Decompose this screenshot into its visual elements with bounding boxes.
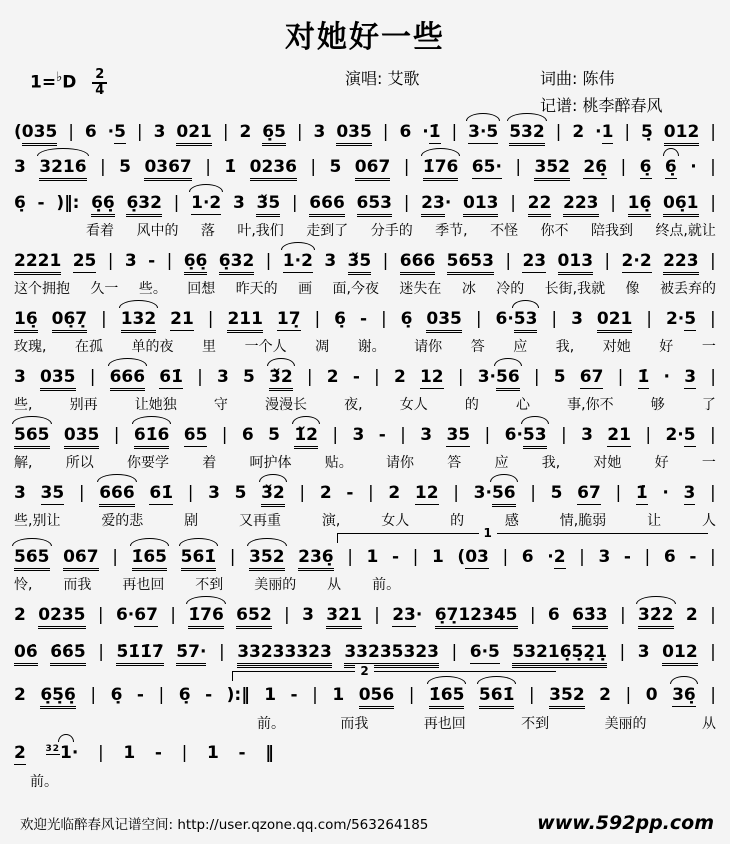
notes-row: 565 067 | 1̇65 561̇ | 352 236̣ | 1 - | 1 (03 | 6 ·2 | 3 - | 6 - | [14, 546, 716, 567]
lyrics-row: 些,别让 爱的悲 剧 又再重 演, 女人 的 感 情,脆弱 让 人 [14, 512, 716, 529]
footer-note: 欢迎光临醉春风记谱空间: http://user.qzone.qq.com/563264185 [20, 817, 429, 833]
score-line [14, 367, 716, 414]
notes-row: 6̣ - )‖: 6̣6̣ 6̣32 | 1·2 3 3̌5 | 666 653 | 23· 013 | 22 223 | 16̣ 06̣1 | [14, 192, 716, 213]
score-line [14, 193, 716, 240]
key-signature [30, 68, 107, 97]
lyrics-row: 前。 而我 再也回 不到 美丽的 从 [257, 715, 716, 732]
footer [20, 812, 714, 834]
score-line [14, 525, 716, 594]
key-prefix: 1= [30, 72, 57, 93]
time-top: 2 [92, 68, 107, 84]
score-line [14, 743, 716, 790]
notes-row: 2 0235 | 6·67 | 1̇76 652 | 3 321 | 23· 6̣7̣12345 | 6 63̇3 | 32̇2 2 | [14, 604, 716, 625]
time-bottom: 4 [95, 82, 105, 98]
notes-row: 3 3216 | 5 0367 | 1̇ 0236 | 5 067 | 1̇76 65· | 352 26̣ | 6̣ 6̣ · | [14, 157, 716, 178]
lyrics-row: 前。 [30, 773, 58, 790]
page-title: 对她好一些 [285, 20, 445, 55]
key-note: D [62, 72, 77, 93]
notes-row: 06̇ 6̇6̇5̇ | 5̇1̇1̇7̇ 5̇7· | 33233323 33235323 | 6·5 53216̣5̣2̣1̣ | 3 012 | [14, 642, 716, 663]
lyrics-row: 解, 所以 你要学 着 呵护体 贴。 请你 答 应 我, 对她 好 一 [14, 454, 716, 471]
performer-credit: 演唱: 艾歌 [345, 69, 420, 88]
notes-row: 2 $^{32}$1· | 1 - | 1 - ‖ [14, 743, 274, 764]
notes-row: (035 | 6 ·5 | 3 021 | 2 6̣5 | 3 035 | 6 ·1̇ | 3·5 532 | 2 ·1 | 5̣ 012 | [14, 122, 716, 142]
lyrics-row: 怜, 而我 再也回 不到 美丽的 从 前。 [14, 577, 401, 594]
lyrics-row: 玫瑰, 在孤 单的夜 里 一个人 凋 谢。 请你 答 应 我, 对她 好 一 [14, 338, 716, 355]
composer-credit: 词曲: 陈伟 [540, 69, 615, 88]
volta-number: 2 [355, 664, 373, 678]
score-line [14, 664, 716, 732]
notes-row: 2221 25 | 3 - | 6̣6̣ 6̣32 | 1·2 3 3̌5 | 666 5653 | 23 013 | 2·2 223 | [14, 250, 716, 271]
score-line [14, 483, 716, 530]
flat-icon: ♭ [56, 69, 63, 85]
score-line [14, 309, 716, 356]
score-meta [0, 60, 730, 122]
score-line [14, 605, 716, 631]
notes-row: 565 035 | 61̇6 65 | 6 5 1̌2 | 3 - | 3 35 | 6·53 | 3 21 | 2·5 | [14, 424, 716, 445]
lyrics-row: 看着 风中的 落 叶,我们 走到了 分手的 季节, 不怪 你不 陪我到 终点,就让 [86, 222, 716, 239]
volta-number: 1 [479, 526, 497, 540]
notes-row: 3 35 | 666 61̇ | 3 5 3̌2 | 2 - | 2 12 | 3·56 | 5 67 | 1̇ · 3 | [14, 482, 716, 503]
lyrics-row: 这个拥抱 久一 些。 回想 昨天的 画 面,今夜 迷失在 冰 冷的 长街,我就 像 被丢弃的 [14, 280, 716, 297]
time-signature [92, 68, 107, 97]
score [0, 122, 730, 790]
notes-row: 2 6̣5̣6̣ | 6̣ - | 6̣ - ):‖ 1 - | 1 056 | 1̇65 561̇ | 352 2 | 0 36̣ | [14, 685, 716, 706]
score-line [14, 157, 716, 183]
notes-row: 3 035 | 666 61̇ | 3 5 3̌2 | 2 - | 2 12 | 3·56 | 5 67 | 1̇ · 3 | [14, 366, 716, 387]
lyrics-row: 些, 别再 让她独 守 漫漫长 夜, 女人 的 心 事,你不 够 了 [14, 396, 716, 413]
score-line [14, 251, 716, 298]
score-line [14, 425, 716, 472]
notator-credit: 记谱: 桃李醉春风 [540, 96, 663, 115]
volta-bracket [337, 525, 708, 543]
notes-row: 16̣ 06̣7̣ | 132 21 | 211 17̣ | 6̣ - | 6̣ 035 | 6·53 | 3 021 | 2·5 | [14, 308, 716, 329]
score-line [14, 122, 716, 148]
watermark: www.592pp.com [537, 812, 714, 834]
